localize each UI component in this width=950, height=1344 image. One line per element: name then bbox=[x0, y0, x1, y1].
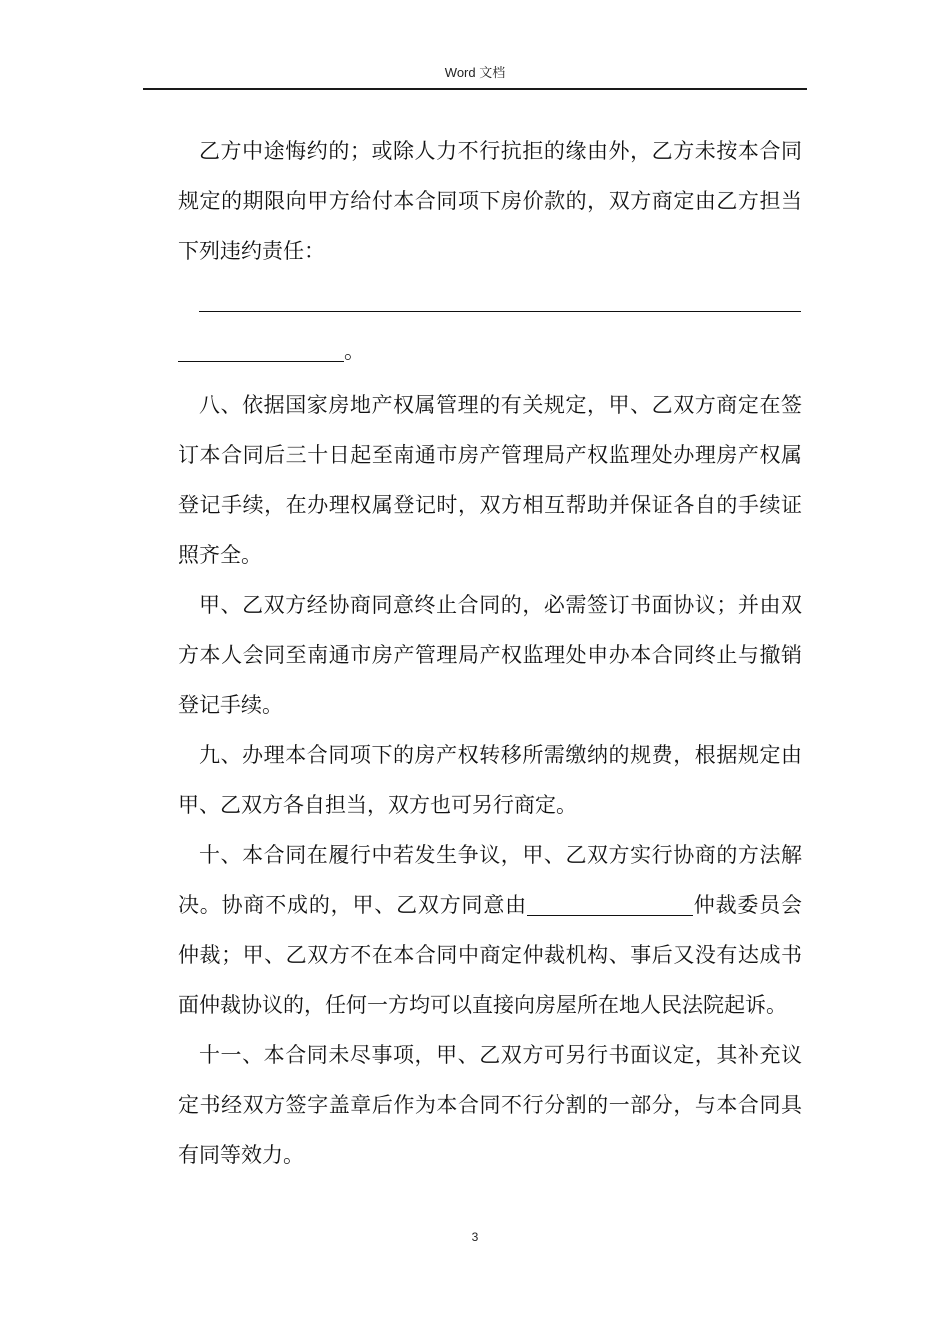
blank-line-row bbox=[178, 276, 802, 326]
paragraph-section-10 bbox=[178, 830, 802, 1030]
paragraph-breach-liability: 乙方中途悔约的；或除人力不行抗拒的缘由外，乙方未按本合同规定的期限向甲方给付本合同项下房价款的，双方商定由乙方担当下列违约责任： bbox=[178, 139, 802, 263]
paragraph-section-11: 十一、本合同未尽事项，甲、乙双方可另行书面议定，其补充议定书经双方签字盖章后作为本合同不行分割的一部分，与本合同具有同等效力。 bbox=[178, 1043, 802, 1167]
fill-in-blank-line bbox=[178, 339, 344, 362]
page-number: 3 bbox=[471, 1230, 479, 1244]
section-10-text-start: 十、本合同在履行中若发生争议，甲、乙双方实行协商的方法解决。协商不成的，甲、乙双方同意由 bbox=[178, 843, 802, 917]
document-body bbox=[178, 126, 802, 1180]
paragraph-section-8: 八、依据国家房地产权属管理的有关规定，甲、乙双方商定在签订本合同后三十日起至南通市房产管理局产权监理处办理房产权属登记手续，在办理权属登记时，双方相互帮助并保证各自的手续证照齐全。 bbox=[178, 393, 802, 567]
blank-end-punctuation: 。 bbox=[344, 339, 365, 363]
section-10-text-end: 仲裁委员会仲裁；甲、乙双方不在本合同中商定仲裁机构、事后又没有达成书面仲裁协议的，任何一方均可以直接向房屋所在地人民法院起诉。 bbox=[178, 893, 803, 1017]
header-title: Word 文档 bbox=[444, 65, 506, 80]
paragraph-section-9: 九、办理本合同项下的房产权转移所需缴纳的规费，根据规定由甲、乙双方各自担当，双方也可另行商定。 bbox=[178, 743, 802, 817]
fill-in-blank-line bbox=[199, 289, 801, 312]
arbitration-blank-line bbox=[527, 893, 693, 916]
paragraph-termination: 甲、乙双方经协商同意终止合同的，必需签订书面协议；并由双方本人会同至南通市房产管理局产权监理处申办本合同终止与撤销登记手续。 bbox=[178, 593, 802, 717]
page-header bbox=[143, 62, 807, 90]
blank-line-row-end bbox=[178, 326, 802, 376]
